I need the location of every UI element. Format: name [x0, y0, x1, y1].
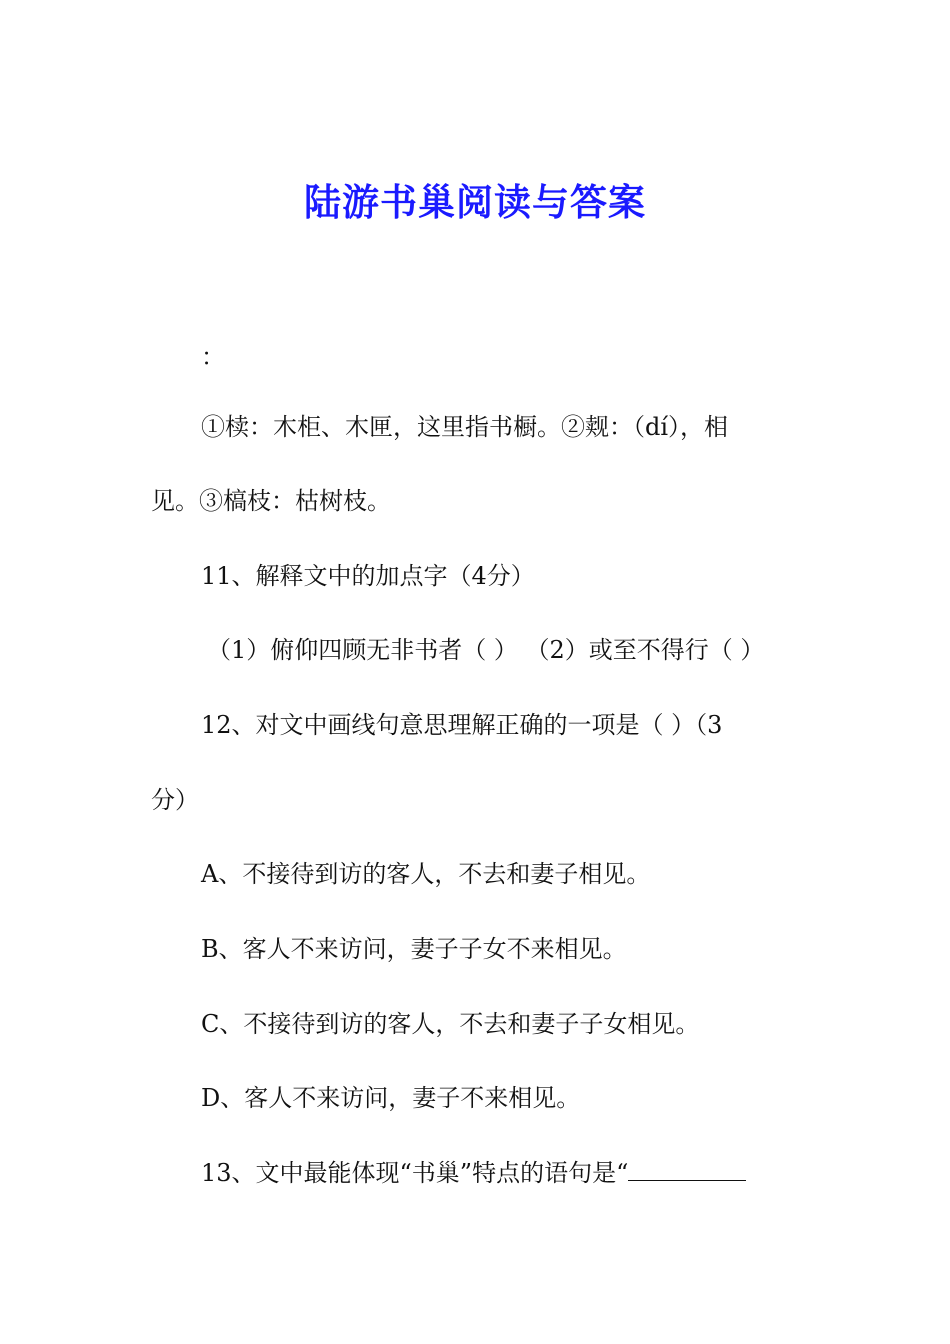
option-c: C、不接待到访的客人，不去和妻子子女相见。 [201, 1010, 700, 1038]
notes-line-1: ①椟：木柜、木匣，这里指书橱。②觌：（dí），相 [201, 413, 729, 441]
question-13-text: 13、文中最能体现“书巢”特点的语句是“ [201, 1159, 629, 1187]
option-d: D、客人不来访问，妻子不来相见。 [201, 1084, 581, 1112]
option-b: B、客人不来访问，妻子子女不来相见。 [201, 935, 627, 963]
answer-blank [628, 1158, 746, 1181]
question-12-line-2: 分） [151, 786, 199, 814]
question-13-line [201, 1156, 746, 1190]
notes-line-2: 见。③槁枝：枯树枝。 [151, 487, 391, 515]
question-11: 11、解释文中的加点字（4分） [201, 562, 535, 590]
colon-line: ： [201, 343, 225, 371]
question-12-line-1: 12、对文中画线句意思理解正确的一项是（ ）（3 [201, 711, 723, 739]
document-title: 陆游书巢阅读与答案 [304, 180, 646, 224]
option-a: A、不接待到访的客人，不去和妻子相见。 [201, 860, 651, 888]
question-11-items: （1）俯仰四顾无非书者（ ） （2）或至不得行（ ） [207, 636, 765, 664]
